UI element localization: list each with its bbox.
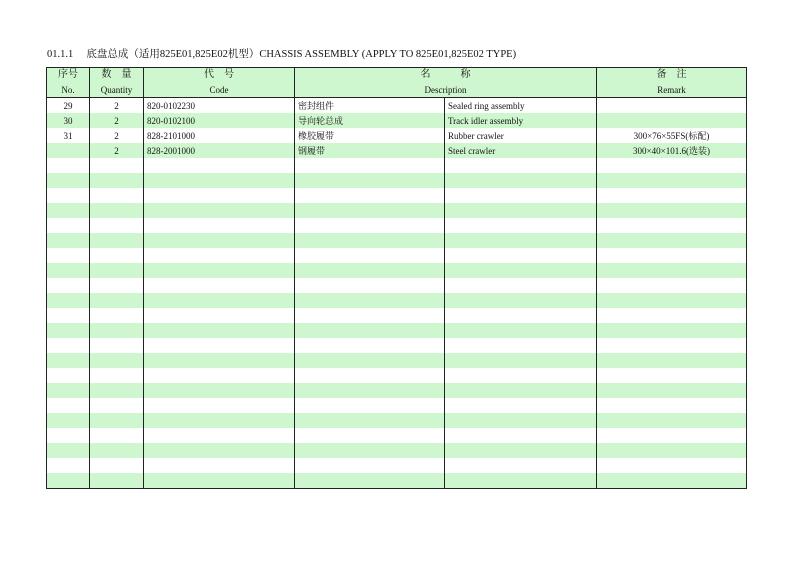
cell-quantity [90,398,144,413]
cell-name-cn [295,293,445,308]
cell-remark [597,398,747,413]
col-qty-header-cn: 数 量 [90,68,144,83]
cell-no [47,233,90,248]
cell-code [144,323,295,338]
cell-name-en [445,473,597,489]
table-row [47,428,747,443]
cell-quantity [90,383,144,398]
cell-remark: 300×40×101.6(选装) [597,143,747,158]
cell-code [144,428,295,443]
cell-no [47,323,90,338]
col-remark-header-cn: 备 注 [597,68,747,83]
cell-remark [597,188,747,203]
table-row [47,473,747,489]
table-row [47,203,747,218]
cell-no [47,353,90,368]
cell-name-cn [295,398,445,413]
table-row [47,248,747,263]
col-qty-header-en: Quantity [90,82,144,98]
cell-remark [597,458,747,473]
cell-quantity: 2 [90,128,144,143]
cell-name-cn [295,443,445,458]
cell-code [144,248,295,263]
cell-quantity [90,293,144,308]
parts-table [46,67,747,489]
cell-remark [597,113,747,128]
table-row [47,338,747,353]
table-row [47,293,747,308]
cell-code [144,338,295,353]
table-row [47,383,747,398]
cell-quantity [90,368,144,383]
cell-code [144,293,295,308]
cell-name-en [445,218,597,233]
cell-remark [597,368,747,383]
table-row [47,308,747,323]
cell-name-cn [295,323,445,338]
cell-code [144,278,295,293]
table-row [47,158,747,173]
cell-name-en [445,248,597,263]
cell-name-en [445,323,597,338]
cell-name-en: Steel crawler [445,143,597,158]
cell-name-cn [295,308,445,323]
col-desc-header-en: Description [295,82,597,98]
cell-name-cn [295,413,445,428]
cell-name-en [445,278,597,293]
cell-name-en: Rubber crawler [445,128,597,143]
col-remark-header-en: Remark [597,82,747,98]
cell-code [144,263,295,278]
cell-code [144,458,295,473]
cell-remark [597,443,747,458]
cell-name-cn [295,263,445,278]
cell-code: 828-2101000 [144,128,295,143]
table-row [47,398,747,413]
cell-code: 820-0102100 [144,113,295,128]
cell-name-en [445,353,597,368]
cell-name-cn [295,353,445,368]
table-row [47,188,747,203]
header-row-en [47,82,747,98]
cell-name-cn [295,218,445,233]
cell-name-cn [295,248,445,263]
table-row [47,128,747,143]
cell-name-cn [295,158,445,173]
cell-no: 31 [47,128,90,143]
cell-name-cn [295,173,445,188]
cell-name-en [445,308,597,323]
cell-no: 30 [47,113,90,128]
cell-quantity [90,173,144,188]
table-row [47,263,747,278]
table-row [47,353,747,368]
cell-code [144,413,295,428]
cell-name-en [445,158,597,173]
cell-no [47,173,90,188]
cell-name-en: Track idler assembly [445,113,597,128]
table-row [47,143,747,158]
cell-code [144,443,295,458]
table-row [47,458,747,473]
cell-code [144,383,295,398]
cell-quantity [90,248,144,263]
table-row [47,443,747,458]
cell-code: 820-0102230 [144,98,295,114]
cell-name-en [445,368,597,383]
cell-quantity [90,233,144,248]
table-row [47,413,747,428]
cell-no: 29 [47,98,90,114]
table-row [47,368,747,383]
cell-quantity [90,428,144,443]
cell-no [47,458,90,473]
cell-no [47,158,90,173]
cell-remark [597,353,747,368]
table-row [47,173,747,188]
table-row [47,113,747,128]
cell-no [47,473,90,489]
table-row [47,278,747,293]
cell-remark [597,383,747,398]
cell-name-en [445,338,597,353]
section-title: 01.1.1 底盘总成（适用825E01,825E02机型）CHASSIS ASSEMBLY (APPLY TO 825E01,825E02 TYPE) [47,49,517,60]
cell-quantity [90,473,144,489]
cell-quantity [90,338,144,353]
cell-remark [597,158,747,173]
cell-name-en [445,173,597,188]
cell-name-cn [295,188,445,203]
cell-code: 828-2001000 [144,143,295,158]
cell-name-en [445,203,597,218]
cell-name-en [445,413,597,428]
cell-name-en [445,263,597,278]
table-row [47,98,747,114]
cell-name-en [445,443,597,458]
cell-name-cn [295,473,445,489]
cell-name-cn [295,203,445,218]
cell-name-cn: 钢履带 [295,143,445,158]
header-row-cn [47,68,747,83]
cell-code [144,353,295,368]
cell-name-en: Sealed ring assembly [445,98,597,114]
table-row [47,218,747,233]
cell-quantity [90,218,144,233]
cell-no [47,443,90,458]
cell-quantity: 2 [90,98,144,114]
cell-name-en [445,293,597,308]
cell-no [47,143,90,158]
cell-no [47,248,90,263]
cell-quantity [90,263,144,278]
cell-name-cn [295,233,445,248]
col-no-header-cn: 序号 [47,68,90,83]
cell-no [47,293,90,308]
cell-remark [597,428,747,443]
cell-quantity [90,323,144,338]
cell-code [144,368,295,383]
cell-quantity [90,443,144,458]
cell-name-cn [295,458,445,473]
cell-no [47,398,90,413]
cell-no [47,263,90,278]
cell-remark: 300×76×55FS(标配) [597,128,747,143]
cell-name-cn [295,428,445,443]
table-row [47,323,747,338]
cell-remark [597,173,747,188]
cell-remark [597,203,747,218]
cell-remark [597,293,747,308]
cell-name-cn [295,338,445,353]
cell-quantity [90,188,144,203]
cell-no [47,338,90,353]
cell-remark [597,248,747,263]
table-row [47,233,747,248]
cell-code [144,233,295,248]
cell-no [47,308,90,323]
cell-quantity [90,458,144,473]
parts-table-body [47,98,747,489]
cell-no [47,413,90,428]
cell-no [47,218,90,233]
cell-remark [597,413,747,428]
cell-remark [597,308,747,323]
cell-quantity [90,158,144,173]
cell-quantity [90,308,144,323]
cell-quantity: 2 [90,113,144,128]
cell-code [144,473,295,489]
cell-name-en [445,188,597,203]
col-code-header-en: Code [144,82,295,98]
cell-name-en [445,398,597,413]
cell-no [47,383,90,398]
cell-no [47,428,90,443]
cell-remark [597,263,747,278]
col-desc-header-cn: 名 称 [295,68,597,83]
cell-remark [597,338,747,353]
cell-code [144,308,295,323]
cell-name-cn: 橡胶履带 [295,128,445,143]
cell-code [144,203,295,218]
cell-name-cn [295,368,445,383]
cell-code [144,218,295,233]
cell-no [47,203,90,218]
cell-no [47,188,90,203]
cell-quantity [90,353,144,368]
cell-remark [597,98,747,114]
cell-code [144,398,295,413]
cell-remark [597,323,747,338]
cell-quantity [90,278,144,293]
cell-code [144,188,295,203]
cell-name-en [445,428,597,443]
cell-remark [597,278,747,293]
cell-name-cn [295,383,445,398]
cell-quantity [90,203,144,218]
cell-name-en [445,233,597,248]
col-code-header-cn: 代 号 [144,68,295,83]
cell-name-cn: 密封组件 [295,98,445,114]
cell-code [144,158,295,173]
cell-quantity [90,413,144,428]
cell-code [144,173,295,188]
cell-no [47,368,90,383]
col-no-header-en: No. [47,82,90,98]
cell-name-cn: 导向轮总成 [295,113,445,128]
cell-remark [597,233,747,248]
cell-name-en [445,458,597,473]
cell-remark [597,218,747,233]
cell-quantity: 2 [90,143,144,158]
cell-no [47,278,90,293]
cell-remark [597,473,747,489]
cell-name-en [445,383,597,398]
cell-name-cn [295,278,445,293]
